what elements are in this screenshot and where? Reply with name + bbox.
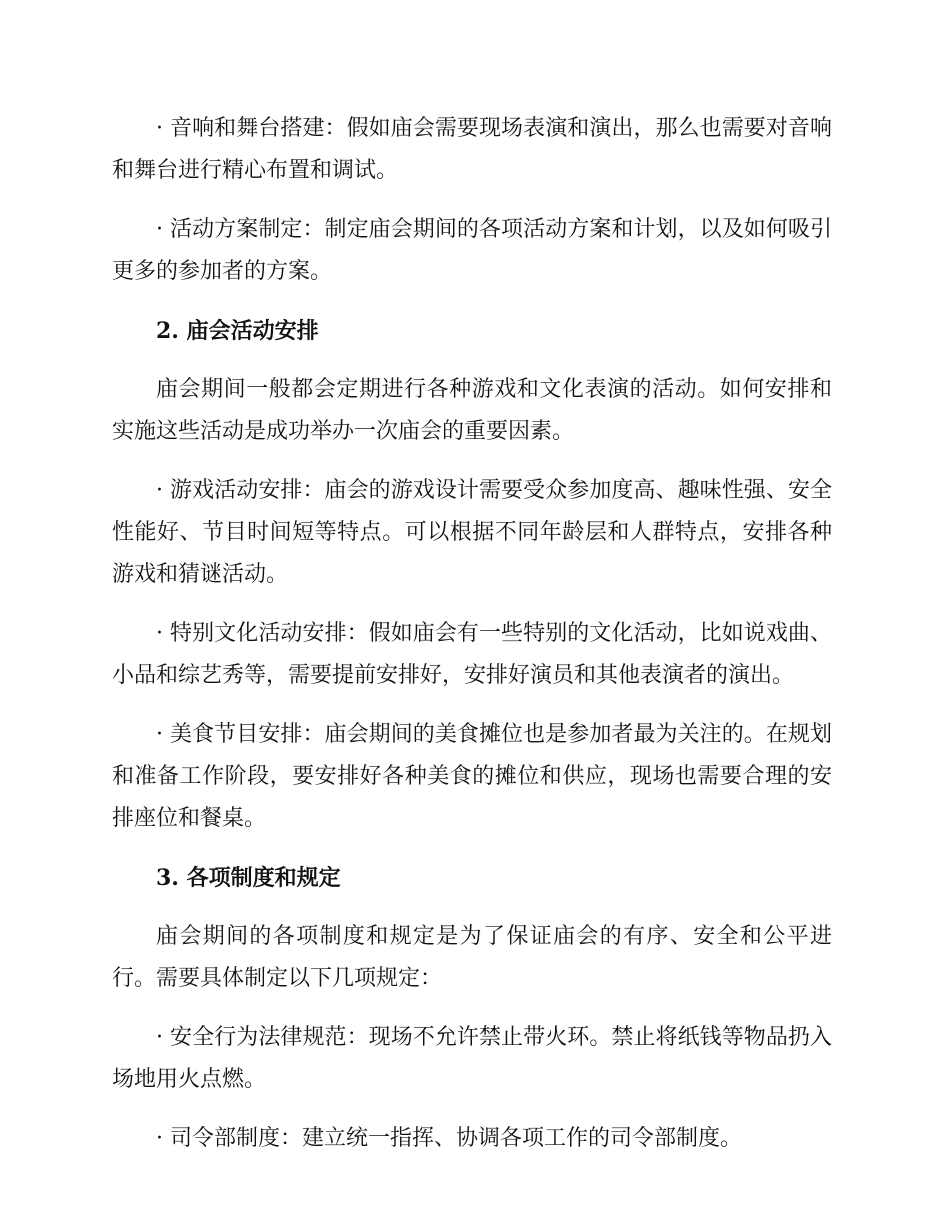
paragraph-activities-intro: 庙会期间一般都会定期进行各种游戏和文化表演的活动。如何安排和实施这些活动是成功举办一次庙会的重要因素。 — [112, 377, 832, 444]
bullet-cultural-events: · 特别文化活动安排：假如庙会有一些特别的文化活动，比如说戏曲、小品和综艺秀等，需要提前安排好，安排好演员和其他表演者的演出。 — [112, 621, 832, 688]
bullet-command-system: · 司令部制度：建立统一指挥、协调各项工作的司令部制度。 — [156, 1126, 742, 1151]
bullet-safety-rules: · 安全行为法律规范：现场不允许禁止带火环。禁止将纸钱等物品扔入场地用火点燃。 — [112, 1025, 832, 1092]
bullet-audio-stage: · 音响和舞台搭建：假如庙会需要现场表演和演出，那么也需要对音响和舞台进行精心布置和调试。 — [112, 116, 832, 183]
bullet-games: · 游戏活动安排：庙会的游戏设计需要受众参加度高、趣味性强、安全性能好、节目时间短等特点。可以根据不同年龄层和人群特点，安排各种游戏和猜谜活动。 — [112, 478, 832, 587]
bullet-activity-plan: · 活动方案制定：制定庙会期间的各项活动方案和计划，以及如何吸引更多的参加者的方案。 — [112, 217, 832, 284]
paragraph-rules-intro: 庙会期间的各项制度和规定是为了保证庙会的有序、安全和公平进行。需要具体制定以下几项规定： — [112, 924, 832, 991]
document-body — [112, 108, 832, 1177]
bullet-food: · 美食节目安排：庙会期间的美食摊位也是参加者最为关注的。在规划和准备工作阶段，要安排好各种美食的摊位和供应，现场也需要合理的安排座位和餐桌。 — [112, 722, 832, 831]
section-heading-activities: 2. 庙会活动安排 — [156, 318, 319, 344]
section-heading-rules: 3. 各项制度和规定 — [156, 865, 341, 891]
